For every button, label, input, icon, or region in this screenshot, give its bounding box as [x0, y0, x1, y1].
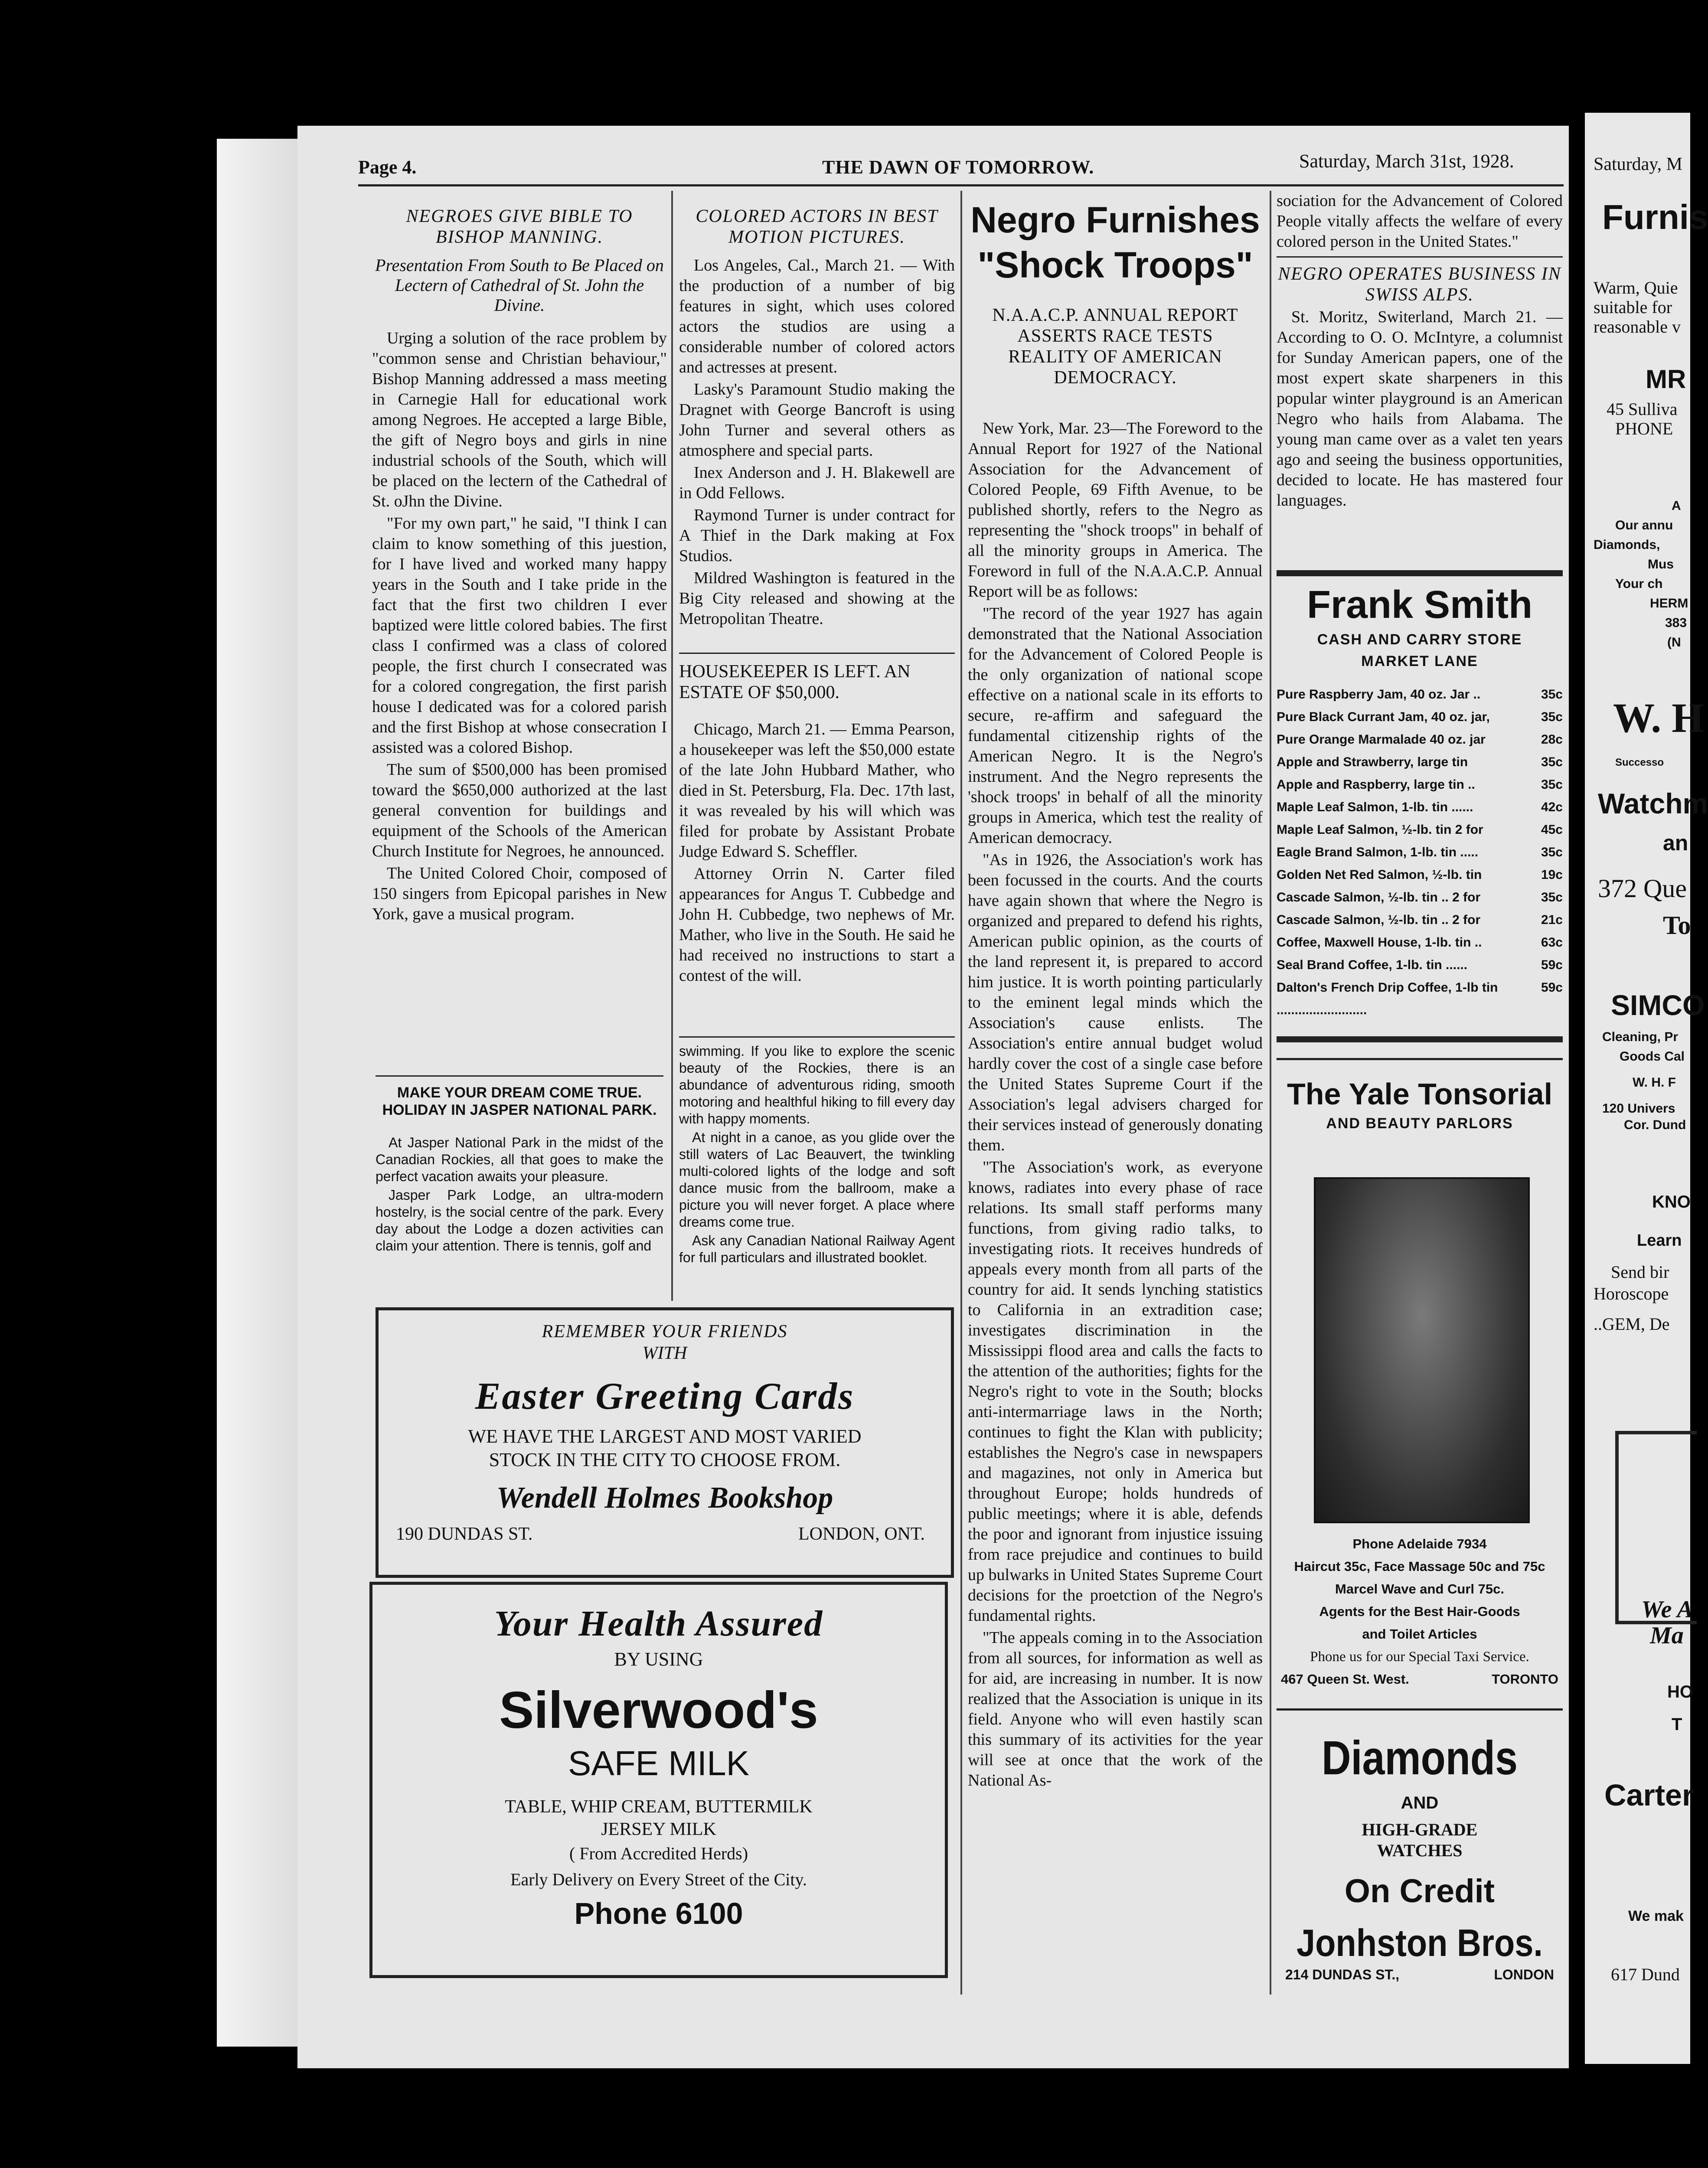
next-page-text: Watchm	[1598, 787, 1708, 820]
ad-product: SAFE MILK	[568, 1744, 749, 1783]
ad-line: WATCHES	[1377, 1841, 1463, 1860]
price-item: Cascade Salmon, ½-lb. tin .. 2 for	[1277, 890, 1481, 904]
paragraph: "The record of the year 1927 has again demonstrated that the National Association for the Advancement of Colored People is the only organization of national scope effective on a national scale in its efforts to secure, re-affirm and safeguard the fundamental citizenship rights of the American Negro. It is the Negro's instrument. And the Negro represents the 'shock troops' in behalf of all the minority groups in America, which test the reality of American democracy.	[968, 604, 1263, 847]
paragraph: Ask any Canadian National Railway Agent for full particulars and illustrated booklet.	[679, 1233, 955, 1265]
ad-line: and Toilet Articles	[1362, 1626, 1477, 1642]
page-number: Page 4.	[358, 157, 417, 178]
ad-title: Frank Smith	[1306, 583, 1533, 627]
next-page-text: Horoscope	[1594, 1284, 1669, 1303]
ad-line: AND	[1401, 1793, 1439, 1812]
ad-phone: Phone Adelaide 7934	[1352, 1536, 1487, 1551]
price-value: 35c	[1541, 890, 1563, 904]
price-item: Golden Net Red Salmon, ½-lb. tin	[1277, 868, 1482, 882]
headline-bible: NEGROES GIVE BIBLE TO BISHOP MANNING.	[406, 206, 633, 247]
ad-body: WE HAVE THE LARGEST AND MOST VARIED STOCK IN THE CITY TO CHOOSE FROM.	[468, 1426, 862, 1470]
masthead-title: THE DAWN OF TOMORROW.	[822, 157, 1094, 178]
price-item: Seal Brand Coffee, 1-lb. tin ......	[1277, 958, 1468, 972]
next-page-text: 45 Sulliva	[1607, 399, 1678, 419]
ad-line: TABLE, WHIP CREAM, BUTTERMILK	[505, 1797, 813, 1817]
ad-silverwoods-milk	[369, 1582, 948, 1978]
paragraph: "As in 1926, the Association's work has been focussed in the courts. And the courts have again shown that where the Negro is organized and prepared to defend his rights, American public opinion, as the courts of the land represent it, is prepared to accord him justice. It is worth pointing particularly to the eminent legal minds which the Association's cause enlists. The Association's entire annual budget wolud hardly cover the cost of a single case before the United States Supreme Court if the Association's legal advisers charged for their services instead of generously donating them.	[968, 851, 1263, 1154]
next-page-text: Ma	[1650, 1622, 1684, 1649]
ad-line: Early Delivery on Every Street of the City.	[510, 1870, 807, 1889]
paragraph: Mildred Washington is featured in the Big City released and showing at the Metropolitan Theatre.	[679, 569, 955, 628]
ad-johnston-bros	[1277, 1730, 1563, 1983]
ad-brand: Silverwood's	[499, 1681, 818, 1739]
paragraph: St. Moritz, Switerland, March 21. —According to O. O. McIntyre, a columnist for Sunday American papers, one of the most expert skate sharpeners in this popular winter playground is an American Negro who hails from Alabama. The young man came over as a valet ten years ago and seeing the business opportunities, decided to locate. He has mastered four languages.	[1277, 308, 1563, 509]
article-bible	[372, 206, 667, 926]
price-item: Maple Leaf Salmon, 1-lb. tin ......	[1277, 800, 1473, 814]
ad-border-top	[1277, 570, 1563, 576]
ad-line: JERSEY MILK	[601, 1819, 716, 1839]
ad-yale-tonsorial	[1277, 1075, 1563, 1134]
next-page-text: T	[1672, 1715, 1682, 1734]
price-value: 59c	[1541, 980, 1563, 995]
price-row	[1277, 751, 1563, 774]
next-page-text: ..GEM, De	[1594, 1314, 1670, 1334]
paragraph: "The appeals coming in to the Association from all sources, for information as well as for aid, are increasing in number. It is now realized that the Association is unique in its field. Anyone who will even hastily scan this summary of its activities for the year will see at once that the work of the National As-	[968, 1629, 1263, 1789]
divider	[1277, 256, 1563, 258]
price-row	[1277, 819, 1563, 841]
headline-jasper: MAKE YOUR DREAM COME TRUE. HOLIDAY IN JASPER NATIONAL PARK.	[382, 1084, 657, 1118]
price-row	[1277, 774, 1563, 796]
ad-address: 467 Queen St. West.	[1281, 1672, 1409, 1687]
next-page-text: To	[1663, 911, 1691, 940]
ad-border-bottom	[1277, 1036, 1563, 1042]
price-row	[1277, 841, 1563, 864]
headline-swiss: NEGRO OPERATES BUSINESS IN SWISS ALPS.	[1278, 264, 1561, 305]
paragraph: Jasper Park Lodge, an ultra-modern hostelry, is the social centre of the park. Every day about the Lodge a dozen activities can claim your attention. There is tennis, golf and	[376, 1187, 663, 1254]
price-value: 35c	[1541, 845, 1563, 859]
next-page-text: Mus	[1648, 557, 1674, 571]
next-page-text: 372 Que	[1598, 874, 1687, 903]
next-page-text: Furnis	[1602, 198, 1708, 236]
ad-subtitle: MARKET LANE	[1361, 653, 1478, 669]
price-item: Apple and Strawberry, large tin	[1277, 755, 1468, 769]
next-page-text: We mak	[1628, 1908, 1684, 1924]
price-item: Apple and Raspberry, large tin ..	[1277, 777, 1475, 792]
ad-city: LONDON, ONT.	[798, 1524, 925, 1544]
ad-phone: Phone 6100	[574, 1897, 743, 1930]
price-value: 45c	[1541, 823, 1563, 837]
next-page-text: Successo	[1615, 757, 1664, 768]
paragraph: Urging a solution of the race problem by "common sense and Christian behaviour," Bishop Manning addressed a mass meeting in Carnegie Hall for educational work among Negroes. He accepted a large Bible, the gift of Negro boys and girls in nine industrial schools of the South, which will be placed on the lectern of the Cathedral of St. oJhn the Divine.	[372, 329, 667, 510]
next-page-text: W. H	[1613, 695, 1704, 741]
ad-easter-cards	[376, 1307, 954, 1578]
price-item: Coffee, Maxwell House, 1-lb. tin ..	[1277, 935, 1482, 950]
portrait-photo	[1314, 1177, 1530, 1523]
paragraph: sociation for the Advancement of Colored People vitally affects the welfare of every colored person in the United States."	[1277, 192, 1563, 251]
ad-line: Agents for the Best Hair-Goods	[1319, 1604, 1520, 1619]
ad-address: 214 DUNDAS ST.,	[1285, 1967, 1400, 1982]
article-swiss-alps	[1277, 191, 1563, 513]
next-page-text: Cleaning, Pr	[1602, 1030, 1679, 1044]
next-page-text: Saturday, M	[1594, 154, 1682, 174]
price-row	[1277, 909, 1563, 931]
price-item: Pure Orange Marmalade 40 oz. jar	[1277, 732, 1486, 747]
price-row	[1277, 976, 1563, 1022]
ad-line: BY USING	[614, 1649, 703, 1670]
ad-credit: On Credit	[1344, 1873, 1495, 1910]
paragraph: Chicago, March 21. — Emma Pearson, a housekeeper was left the $50,000 estate of the late John Hubbard Mather, who died in St. Petersburg, Fla. Dec. 17th last, it was revealed by his will which was filed for probate by Assistant Probate Judge Edward S. Scheffler.	[679, 720, 955, 861]
ad-frank-smith	[1277, 581, 1563, 1022]
price-row	[1277, 931, 1563, 954]
column-rule-1	[671, 191, 673, 1301]
next-page-text: Send bir	[1611, 1262, 1669, 1282]
price-value: 42c	[1541, 800, 1563, 814]
price-value: 28c	[1541, 732, 1563, 747]
column-rule-3	[1270, 191, 1271, 1995]
ad-title: The Yale Tonsorial	[1287, 1077, 1553, 1111]
paragraph: Raymond Turner is under contract for A Thief in the Dark making at Fox Studios.	[679, 506, 955, 565]
paragraph: Lasky's Paramount Studio making the Dragnet with George Bancroft is using John Turner and several others as atmosphere and special parts.	[679, 380, 955, 460]
paragraph: At Jasper National Park in the midst of the Canadian Rockies, all that goes to make the perfect vacation awaits your pleasure.	[376, 1135, 663, 1184]
price-value: 59c	[1541, 958, 1563, 972]
ad-title: Easter Greeting Cards	[475, 1375, 855, 1417]
ad-shop-name: Wendell Holmes Bookshop	[496, 1481, 833, 1515]
paragraph: "The Association's work, as everyone knows, radiates into every phase of race relations. Its small staff performs many functions, from giving radio talks, to investigating riots. It receives hundreds of appeals every month from all parts of the country for aid. It sends lynching statistics to California in an extradition case; investigates discrimination in the Mississippi flood area and calls the facts to the attention of the authorities; fights for the Negro's right to vote in the South; blocks anti-intermarriage laws in the North; continues to fight the Klan with publicity; establishes the Negro's case in newspapers and magazines, not only in America but throughout Europe; holds hundreds of public meetings; where it is able, defends the poor and ignorant from injustice issuing from race prejudice and continues to build up bulwarks in United States Supreme Court decisions for the proetction of the Negro's fundamental rights.	[968, 1158, 1263, 1625]
next-page-text: PHONE	[1615, 419, 1673, 438]
price-row	[1277, 728, 1563, 751]
ad-line: Phone us for our Special Taxi Service.	[1310, 1649, 1529, 1665]
ad-line: HIGH-GRADE	[1362, 1820, 1478, 1839]
price-item: Dalton's French Drip Coffee, 1-lb tin .........................	[1277, 980, 1498, 1017]
price-item: Eagle Brand Salmon, 1-lb. tin .....	[1277, 845, 1479, 859]
next-page-text: We A	[1641, 1596, 1693, 1623]
price-item: Maple Leaf Salmon, ½-lb. tin 2 for	[1277, 823, 1483, 837]
adjacent-page	[1585, 113, 1708, 2064]
header-rule	[358, 184, 1564, 186]
price-row	[1277, 886, 1563, 909]
article-shock-troops	[968, 197, 1263, 1793]
paragraph: The sum of $500,000 has been promised toward the $650,000 authorized at the last general convention for buildings and equipment of the Schools of the American Church Institute for Negroes, he announced.	[372, 761, 667, 860]
next-page-text: Carter	[1604, 1778, 1694, 1812]
ad-title: Your Health Assured	[494, 1603, 823, 1644]
price-value: 19c	[1541, 868, 1563, 882]
paragraph: "For my own part," he said, "I think I can claim to know something of this juestion, for I have lived and worked many happy years in the South and I take pride in the fact that the first two children I ever baptized were little colored babies. The first class I confirmed was a class of colored people, the first church I consecrated was for a colored congregation, the first parish house I dedicated was for a colored parish and the first Bishop at whose consecration I assisted was a colored Bishop.	[372, 514, 667, 757]
next-page-text: SIMCO	[1611, 989, 1705, 1021]
next-page-text: HO	[1667, 1682, 1693, 1701]
ad-line: ( From Accredited Herds)	[569, 1844, 748, 1863]
ad-city: TORONTO	[1492, 1672, 1558, 1687]
ad-line: WITH	[642, 1343, 687, 1363]
ad-title: Diamonds	[1322, 1731, 1518, 1785]
article-actors	[679, 206, 955, 631]
paragraph: The United Colored Choir, composed of 150 singers from Epicopal parishes in New York, gave a musical program.	[372, 864, 667, 923]
price-item: Pure Raspberry Jam, 40 oz. Jar ..	[1277, 687, 1481, 702]
next-page-text: A	[1672, 499, 1681, 513]
next-page-text: W. H. F	[1633, 1075, 1676, 1090]
price-row	[1277, 796, 1563, 819]
price-row	[1277, 706, 1563, 728]
article-jasper-continued	[679, 1043, 955, 1268]
headline-shock-troops: Negro Furnishes "Shock Troops"	[970, 199, 1260, 285]
next-page-text: KNO	[1652, 1192, 1691, 1211]
next-page-text: Goods Cal	[1620, 1049, 1685, 1064]
paragraph: At night in a canoe, as you glide over the still waters of Lac Beauvert, the twinkling multi-colored lights of the lodge and soft dance music from the ballroom, make a picture you will never forget. A place where dreams come true.	[679, 1130, 955, 1230]
deck-shock-troops: N.A.A.C.P. ANNUAL REPORT ASSERTS RACE TESTS REALITY OF AMERICAN DEMOCRACY.	[992, 305, 1238, 388]
next-page-text: reasonable v	[1594, 317, 1681, 336]
issue-date: Saturday, March 31st, 1928.	[1299, 150, 1514, 172]
paragraph: New York, Mar. 23—The Foreword to the Annual Report for 1927 of the National Association for the Advancement of Colored People, 69 Fifth Avenue, to be published shortly, refers to the Negro as representing the "shock troops" in behalf of all the minority groups in America. The Foreword in full of the N.A.A.C.P. Annual Report will be as follows:	[968, 419, 1263, 601]
price-item: Pure Black Currant Jam, 40 oz. jar,	[1277, 710, 1490, 724]
ad-subtitle: CASH AND CARRY STORE	[1317, 631, 1522, 648]
next-page-text: an	[1663, 831, 1688, 855]
headline-housekeeper: HOUSEKEEPER IS LEFT. AN ESTATE OF $50,000.	[679, 662, 911, 702]
divider	[679, 1036, 955, 1038]
ad-subtitle: AND BEAUTY PARLORS	[1326, 1115, 1513, 1132]
next-page-text: suitable for	[1594, 297, 1672, 317]
ad-address: 190 DUNDAS ST.	[396, 1524, 533, 1544]
ad-yale-details	[1277, 1533, 1563, 1691]
price-value: 35c	[1541, 687, 1563, 702]
ad-line: REMEMBER YOUR FRIENDS	[542, 1322, 788, 1342]
column-rule-2	[960, 191, 962, 1995]
divider	[376, 1075, 663, 1077]
paragraph: swimming. If you like to explore the scenic beauty of the Rockies, there is an abundance of adventurous riding, smooth motoring and healthful hiking to fill every day with happy moments.	[679, 1043, 955, 1126]
ad-name: Jonhston Bros.	[1297, 1921, 1543, 1964]
paragraph: Los Angeles, Cal., March 21. — With the production of a number of big features in sight, which uses colored actors the studios are using a considerable number of colored actors and actresses at present.	[679, 256, 955, 376]
price-value: 35c	[1541, 755, 1563, 769]
divider	[1277, 1708, 1563, 1711]
article-housekeeper	[679, 661, 955, 988]
ad-line: Haircut 35c, Face Massage 50c and 75c	[1294, 1559, 1545, 1574]
next-page-text: HERM	[1650, 596, 1688, 611]
headline-actors: COLORED ACTORS IN BEST MOTION PICTURES.	[696, 206, 938, 247]
next-page-text: MR	[1646, 365, 1686, 394]
next-page-text: Our annu	[1615, 518, 1673, 532]
price-value: 35c	[1541, 777, 1563, 792]
next-page-text: (N	[1667, 635, 1681, 650]
next-page-text: Your ch	[1615, 577, 1663, 591]
price-item: Cascade Salmon, ½-lb. tin .. 2 for	[1277, 913, 1481, 927]
price-value: 21c	[1541, 913, 1563, 927]
price-row	[1277, 864, 1563, 886]
divider	[679, 653, 955, 654]
next-page-text: Cor. Dund	[1624, 1118, 1686, 1132]
paragraph: Inex Anderson and J. H. Blakewell are in Odd Fellows.	[679, 464, 955, 502]
divider	[1277, 1058, 1563, 1060]
next-page-text: Diamonds,	[1594, 538, 1660, 552]
article-jasper	[376, 1084, 663, 1256]
ad-line: Marcel Wave and Curl 75c.	[1335, 1581, 1504, 1597]
next-page-text: Warm, Quie	[1594, 278, 1678, 297]
paragraph: Attorney Orrin N. Carter filed appearances for Angus T. Cubbedge and John H. Cubbedge, two nephews of Mr. Mather, who live in the South. He said he had received no instructions to start a contest of the will.	[679, 865, 955, 985]
book-spine-edge	[217, 139, 299, 2047]
next-page-text: 617 Dund	[1611, 1965, 1680, 1984]
ad-city: LONDON	[1494, 1967, 1554, 1982]
price-row	[1277, 683, 1563, 706]
deck-bible: Presentation From South to Be Placed on Lectern of Cathedral of St. John the Divine.	[375, 255, 664, 315]
price-value: 35c	[1541, 710, 1563, 724]
next-page-text: 383	[1665, 616, 1687, 630]
next-page-text: Learn	[1637, 1231, 1682, 1250]
next-page-text: 120 Univers	[1602, 1101, 1675, 1116]
price-row	[1277, 954, 1563, 976]
price-value: 63c	[1541, 935, 1563, 950]
